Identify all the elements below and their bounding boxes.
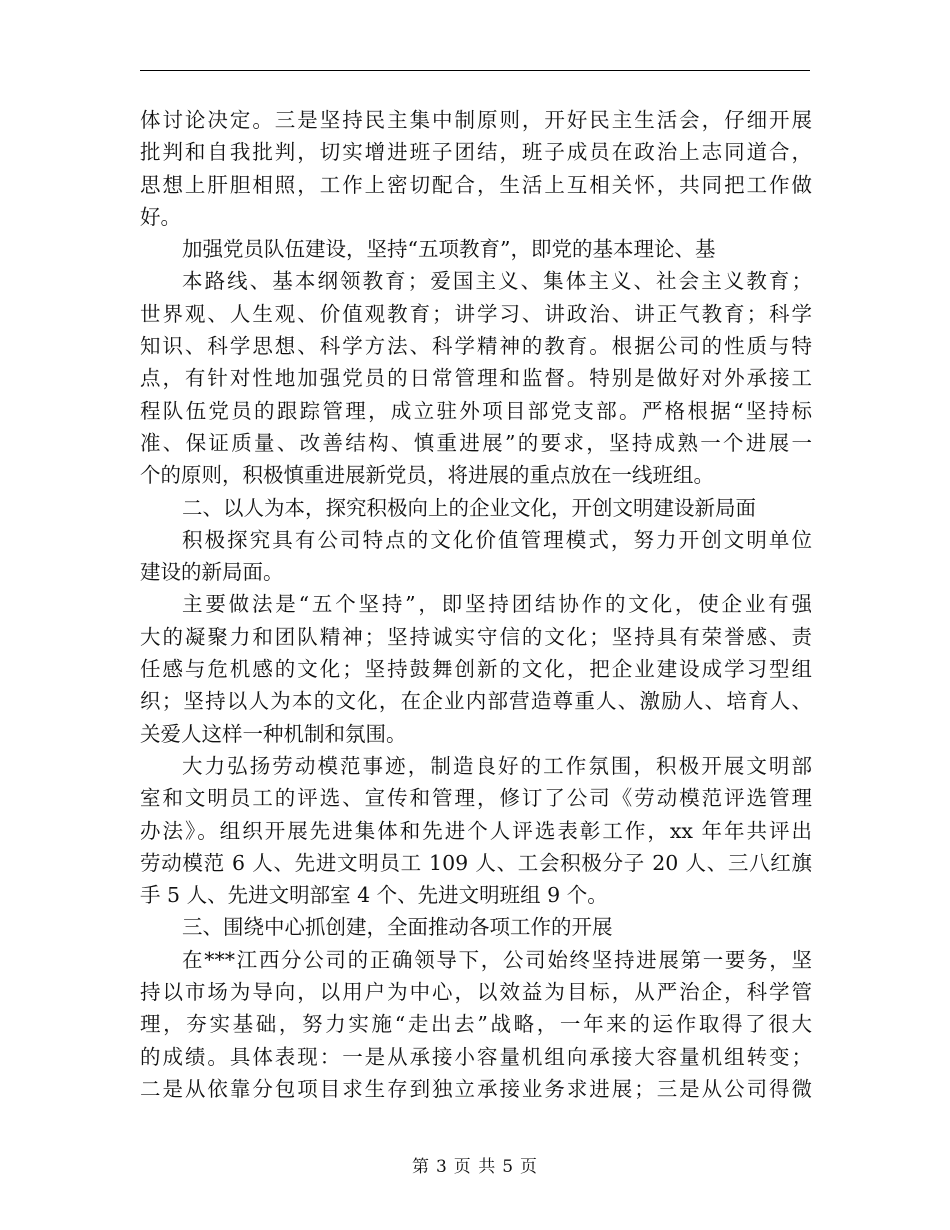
- text-line: 建设的新局面。: [140, 560, 284, 585]
- page-footer: [0, 1152, 950, 1177]
- text-line: 思想上肝胆相照，工作上密切配合，生活上互相关怀，共同把工作做: [140, 172, 812, 197]
- text-line: 室和文明员工的评选、宣传和管理，修订了公司《劳动模范评选管理: [140, 786, 812, 811]
- text-line: 关爱人这样一种机制和氛围。: [140, 721, 407, 746]
- text-line: 本路线、基本纲领教育；爱国主义、集体主义、社会主义教育；: [182, 269, 812, 294]
- text-line: 主要做法是“五个坚持”，即坚持团结协作的文化，使企业有强: [182, 592, 812, 617]
- text-line: 手 5 人、先进文明部室 4 个、先进文明班组 9 个。: [140, 883, 608, 908]
- text-line: 二、以人为本，探究积极向上的企业文化，开创文明建设新局面: [182, 495, 756, 520]
- text-line: 准、保证质量、改善结构、慎重进展”的要求，坚持成熟一个进展一: [140, 430, 812, 455]
- text-line: 好。: [140, 204, 181, 229]
- text-line: 办法》。组织开展先进集体和先进个人评选表彰工作，xx 年年共评出: [140, 818, 812, 843]
- footer-mid: 页 共: [453, 1157, 497, 1177]
- text-line: 的成绩。具体表现：一是从承接小容量机组向承接大容量机组转变；: [140, 1044, 812, 1069]
- footer-current-page: 3: [435, 1157, 448, 1177]
- text-line: 世界观、人生观、价值观教育；讲学习、讲政治、讲正气教育；科学: [140, 301, 812, 326]
- text-line: 织；坚持以人为本的文化，在企业内部营造尊重人、激励人、培育人、: [140, 689, 812, 714]
- text-line: 加强党员队伍建设，坚持“五项教育”，即党的基本理论、基: [182, 237, 716, 262]
- text-line: 大的凝聚力和团队精神；坚持诚实守信的文化；坚持具有荣誉感、责: [140, 624, 812, 649]
- text-line: 二是从依靠分包项目求生存到独立承接业务求进展；三是从公司得微: [140, 1076, 812, 1101]
- footer-prefix: 第: [411, 1157, 430, 1177]
- text-line: 点，有针对性地加强党员的日常管理和监督。特别是做好对外承接工: [140, 366, 812, 391]
- text-line: 理，夯实基础，努力实施“走出去”战略，一年来的运作取得了很大: [140, 1012, 812, 1037]
- text-line: 程队伍党员的跟踪管理，成立驻外项目部党支部。严格根据“坚持标: [140, 398, 812, 423]
- text-line: 批判和自我批判，切实增进班子团结，班子成员在政治上志同道合，: [140, 140, 812, 165]
- text-line: 知识、科学思想、科学方法、科学精神的教育。根据公司的性质与特: [140, 334, 812, 359]
- header-rule: [140, 70, 810, 71]
- document-body: [140, 104, 812, 1105]
- text-line: 在***江西分公司的正确领导下，公司始终坚持进展第一要务，坚: [182, 947, 812, 972]
- text-line: 个的原则，积极慎重进展新党员，将进展的重点放在一线班组。: [140, 463, 714, 488]
- text-line: 积极探究具有公司特点的文化价值管理模式，努力开创文明单位: [182, 527, 812, 552]
- text-line: 任感与危机感的文化；坚持鼓舞创新的文化，把企业建设成学习型组: [140, 657, 812, 682]
- footer-suffix: 页: [520, 1157, 539, 1177]
- footer-total-pages: 5: [502, 1157, 515, 1177]
- text-line: 体讨论决定。三是坚持民主集中制原则，开好民主生活会，仔细开展: [140, 108, 812, 132]
- text-line: 大力弘扬劳动模范事迹，制造良好的工作氛围，积极开展文明部: [182, 753, 812, 778]
- text-line: 持以市场为导向，以用户为中心，以效益为目标，从严治企，科学管: [140, 980, 812, 1005]
- text-line: 三、围绕中心抓创建，全面推动各项工作的开展: [182, 915, 613, 940]
- text-line: 劳动模范 6 人、先进文明员工 109 人、工会积极分子 20 人、三八红旗: [140, 850, 812, 875]
